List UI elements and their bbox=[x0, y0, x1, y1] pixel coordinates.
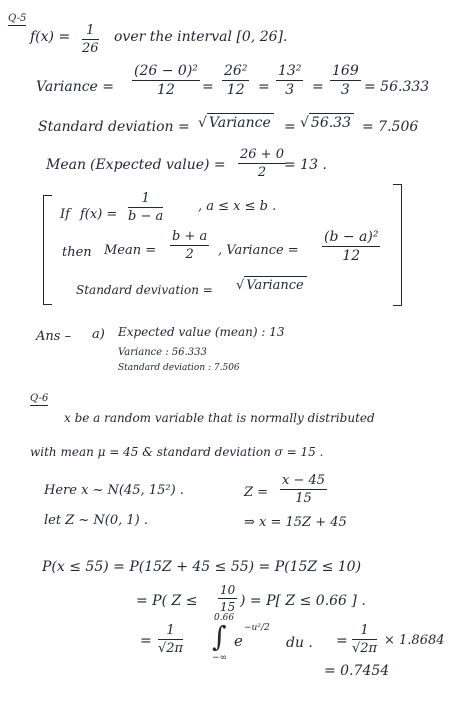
standard-deviation-result: = 7.506 bbox=[362, 119, 419, 135]
equals-sign: = bbox=[202, 79, 214, 95]
here-distribution: Here x ~ N(45, 15²) . bbox=[44, 483, 184, 498]
answer-label: Ans – bbox=[36, 329, 72, 344]
question-6-label: Q-6 bbox=[30, 393, 49, 404]
sqrt-variance: √ Variance bbox=[198, 116, 274, 130]
right-bracket bbox=[393, 184, 402, 306]
box-variance-label: , Variance = bbox=[218, 243, 299, 258]
ten-over-fifteen: 10 15 bbox=[220, 583, 236, 614]
mean-result: = 13 . bbox=[284, 157, 327, 173]
expected-value-label: (Expected value) = bbox=[90, 157, 226, 173]
let-standard-normal: let Z ~ N(0, 1) . bbox=[44, 513, 148, 528]
z-standardization-fraction: x − 45 15 bbox=[282, 473, 326, 506]
x-in-terms-of-z: ⇒ x = 15Z + 45 bbox=[244, 515, 347, 530]
equals-sign: = bbox=[312, 79, 324, 95]
variance-label: Variance = bbox=[36, 79, 115, 95]
integral-value: × 1.8684 bbox=[384, 633, 445, 648]
question-5-label: Q-5 bbox=[8, 13, 27, 24]
variance-fraction-2: 26² 12 bbox=[224, 63, 248, 98]
if-function: f(x) = bbox=[80, 207, 118, 222]
if-label: If bbox=[60, 207, 70, 222]
left-bracket bbox=[43, 195, 52, 305]
mean-fraction: 26 + 0 2 bbox=[240, 147, 284, 180]
equals-sign: = bbox=[258, 79, 270, 95]
box-variance-fraction: (b − a)² 12 bbox=[324, 229, 379, 264]
equals-sign: = bbox=[284, 119, 296, 135]
mean-label: Mean bbox=[46, 157, 86, 173]
answer-expected-value: Expected value (mean) : 13 bbox=[118, 325, 285, 339]
box-mean-fraction: b + a 2 bbox=[172, 229, 208, 262]
equals-sign: = bbox=[140, 633, 152, 649]
normal-constant-fraction: 1 √2π bbox=[158, 623, 184, 656]
standard-deviation-label: Standard deviation = bbox=[38, 119, 190, 135]
variance-fraction-4: 169 3 bbox=[332, 63, 359, 98]
q6-statement-line-1: x be a random variable that is normally distributed bbox=[64, 411, 375, 425]
q5-interval-text: over the interval [0, 26]. bbox=[114, 29, 288, 45]
equals-sign: = bbox=[336, 633, 348, 649]
box-sqrt-variance: √ Variance bbox=[236, 279, 307, 292]
probability-step-2-prefix: = P( Z ≤ bbox=[136, 593, 198, 609]
variance-fraction-1: (26 − 0)² 12 bbox=[134, 63, 198, 98]
box-mean-label: Mean = bbox=[104, 243, 157, 258]
integral-upper-limit: 0.66 bbox=[214, 613, 235, 623]
normal-constant-fraction-2: 1 √2π bbox=[352, 623, 378, 656]
uniform-density-fraction: 1 b − a bbox=[128, 191, 164, 224]
probability-step-1: P(x ≤ 55) = P(15Z + 45 ≤ 55) = P(15Z ≤ 10) bbox=[42, 559, 362, 575]
answer-variance: Variance : 56.333 bbox=[118, 347, 207, 358]
exponential-base: e bbox=[234, 632, 243, 650]
final-probability: = 0.7454 bbox=[324, 663, 390, 679]
variance-fraction-3: 13² 3 bbox=[278, 63, 302, 98]
box-sd-label: Standard devivation = bbox=[76, 283, 213, 297]
integral-sign: ∫ bbox=[212, 620, 227, 653]
answer-standard-deviation: Standard deviation : 7.506 bbox=[118, 363, 240, 373]
exponential-power: −u²/2 bbox=[244, 623, 270, 633]
variance-result: = 56.333 bbox=[364, 79, 430, 95]
sqrt-value: √ 56.33 bbox=[300, 116, 354, 130]
q5-density-fraction: 1 26 bbox=[82, 23, 99, 56]
z-equals-label: Z = bbox=[244, 485, 269, 500]
answer-part: a) bbox=[92, 327, 105, 342]
differential-du: du . bbox=[286, 635, 313, 651]
integral-lower-limit: −∞ bbox=[212, 653, 228, 663]
then-label: then bbox=[62, 245, 92, 260]
q5-function-prefix: f(x) = bbox=[30, 29, 71, 45]
interval-condition: , a ≤ x ≤ b . bbox=[198, 199, 277, 214]
q6-statement-line-2: with mean μ = 45 & standard deviation σ = 15 . bbox=[30, 445, 324, 459]
probability-step-2-result: ) = P[ Z ≤ 0.66 ] . bbox=[240, 593, 366, 609]
